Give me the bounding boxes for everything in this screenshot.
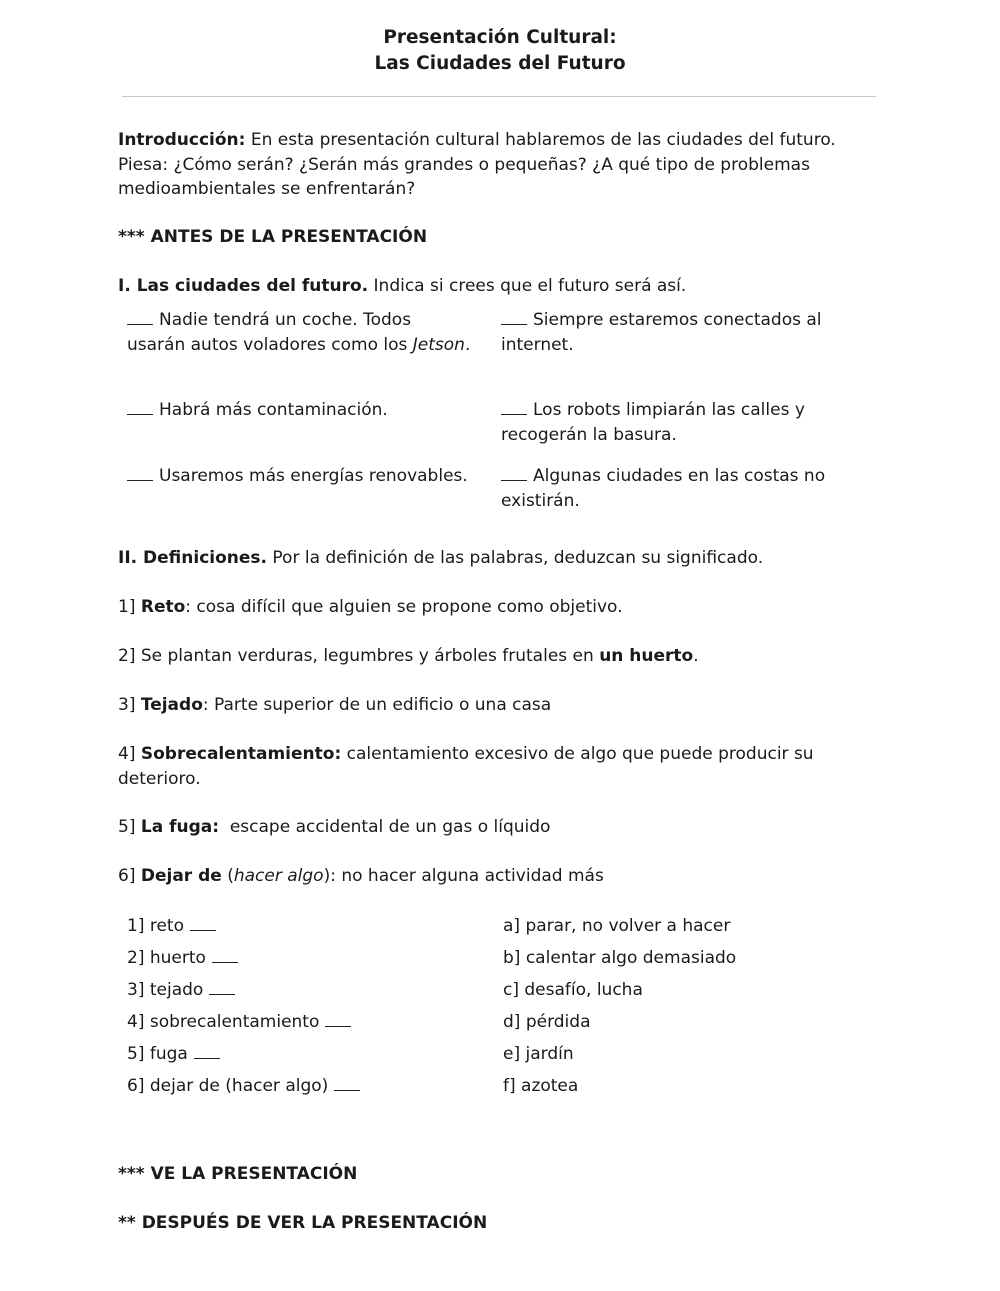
- section1-heading: [118, 274, 878, 299]
- match-left-item: 5] fuga: [127, 1042, 220, 1066]
- match-right-item: d] pérdida: [503, 1012, 591, 1032]
- definition-item: 1] Reto: cosa difícil que alguien se propone como objetivo.: [118, 597, 623, 617]
- match-right-item: a] parar, no volver a hacer: [503, 916, 731, 936]
- match-right-item: f] azotea: [503, 1076, 579, 1096]
- section2-instruction: Por la definición de las palabras, deduzcan su significado.: [267, 548, 764, 568]
- match-right-item: b] calentar algo demasiado: [503, 948, 737, 968]
- definition-item: 5] La fuga: escape accidental de un gas o líquido: [118, 817, 551, 837]
- after-heading: ** DESPUÉS DE VER LA PRESENTACIÓN: [118, 1213, 488, 1233]
- page-title-line2: Las Ciudades del Futuro: [374, 53, 626, 74]
- statement-item: Siempre estaremos conectados al internet.: [501, 310, 822, 355]
- answer-blank[interactable]: [127, 310, 153, 325]
- match-blank[interactable]: [212, 948, 238, 963]
- section1-label: I. Las ciudades del futuro.: [118, 276, 369, 296]
- match-left-item: 3] tejado: [127, 978, 235, 1002]
- before-heading: *** ANTES DE LA PRESENTACIÓN: [118, 227, 428, 247]
- definition-item: 4] Sobrecalentamiento: calentamiento excesivo de algo que puede producir su deterioro.: [118, 744, 814, 789]
- match-left-item: 2] huerto: [127, 946, 238, 970]
- statement-item: Nadie tendrá un coche. Todos usarán autos voladores como los Jetson.: [127, 310, 471, 355]
- match-left-item: 6] dejar de (hacer algo): [127, 1074, 360, 1098]
- definition-item: 2] Se plantan verduras, legumbres y árboles frutales en un huerto.: [118, 646, 699, 666]
- answer-blank[interactable]: [501, 466, 527, 481]
- answer-blank[interactable]: [501, 400, 527, 415]
- section2-heading: [118, 546, 878, 571]
- match-left-item: 4] sobrecalentamiento: [127, 1010, 351, 1034]
- intro-label: Introducción:: [118, 130, 246, 150]
- page-title-line1: Presentación Cultural:: [383, 27, 617, 48]
- answer-blank[interactable]: [127, 466, 153, 481]
- watch-heading: *** VE LA PRESENTACIÓN: [118, 1164, 358, 1184]
- definition-item: 3] Tejado: Parte superior de un edificio o una casa: [118, 695, 552, 715]
- match-left-item: 1] reto: [127, 914, 216, 938]
- match-blank[interactable]: [190, 916, 216, 931]
- section2-label: II. Definiciones.: [118, 548, 267, 568]
- statement-item: Habrá más contaminación.: [127, 398, 487, 423]
- match-right-item: c] desafío, lucha: [503, 980, 643, 1000]
- answer-blank[interactable]: [127, 400, 153, 415]
- answer-blank[interactable]: [501, 310, 527, 325]
- statement-item: Los robots limpiarán las calles y recogerán la basura.: [501, 400, 805, 445]
- statement-item: Usaremos más energías renovables.: [127, 464, 487, 489]
- match-right-item: e] jardín: [503, 1044, 574, 1064]
- title-divider: [122, 96, 876, 97]
- intro-text: En esta presentación cultural hablaremos de las ciudades del futuro. Piesa: ¿Cómo serán? ¿Serán más grandes o pequeñas? ¿A qué tipo de problemas medioambientales se enfrentarán?: [118, 130, 836, 199]
- section1-instruction: Indica si crees que el futuro será así.: [368, 276, 687, 296]
- definition-item: 6] Dejar de (hacer algo): no hacer alguna actividad más: [118, 866, 604, 886]
- match-blank[interactable]: [325, 1012, 351, 1027]
- intro-paragraph: [118, 128, 878, 202]
- match-blank[interactable]: [194, 1044, 220, 1059]
- match-blank[interactable]: [209, 980, 235, 995]
- match-blank[interactable]: [334, 1076, 360, 1091]
- statement-item: Algunas ciudades en las costas no existirán.: [501, 466, 826, 511]
